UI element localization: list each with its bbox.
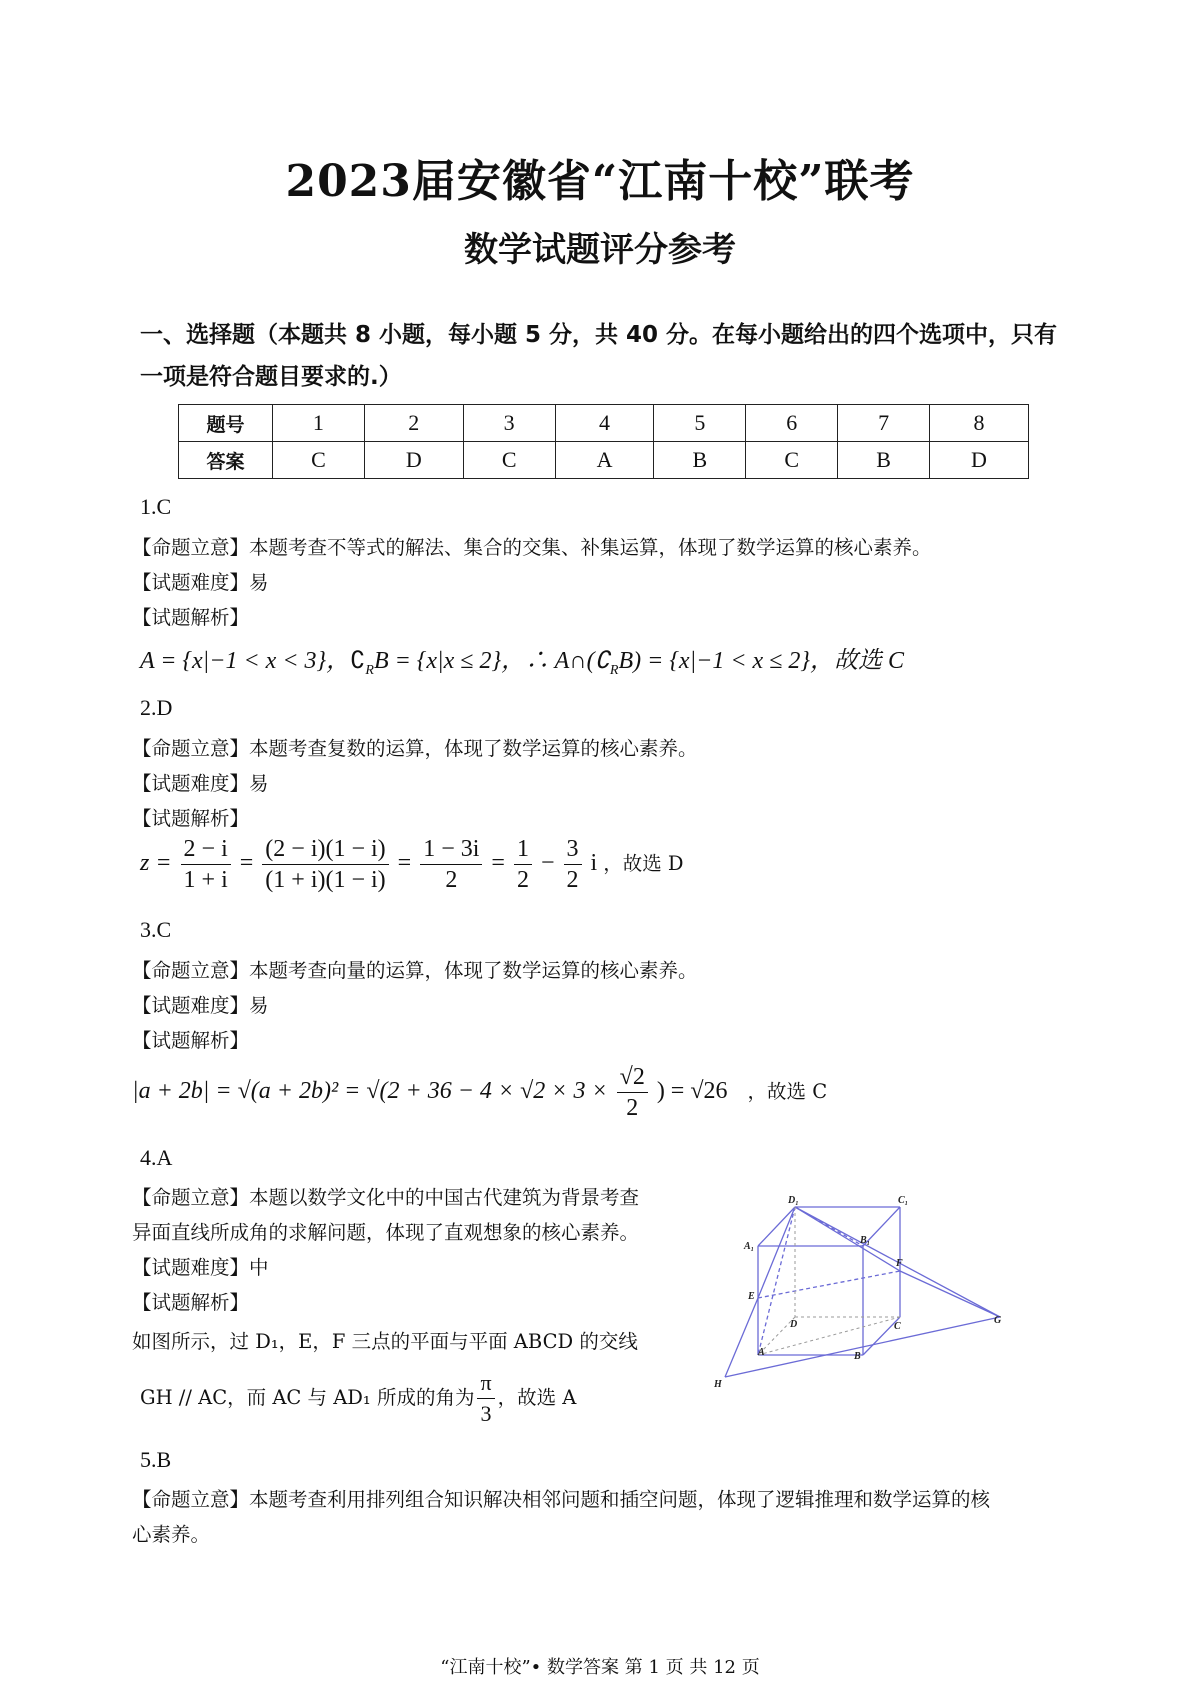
q4-number: 4.A bbox=[140, 1145, 173, 1170]
page-subtitle: 数学试题评分参考 bbox=[464, 230, 736, 270]
page-footer: “江南十校”• 数学答案 第 1 页 共 12 页 bbox=[440, 1657, 760, 1678]
edge-fg bbox=[900, 1271, 1000, 1317]
q2-eq: = bbox=[239, 850, 254, 877]
q4-pi-den: 3 bbox=[480, 1401, 492, 1426]
q1-difficulty bbox=[132, 567, 269, 595]
difficulty-label: 【试题难度】 bbox=[132, 772, 250, 795]
q1-solution-b: ∁ bbox=[350, 648, 366, 674]
q2-eq: = bbox=[397, 850, 412, 877]
q2-conclusion: ，故选 D bbox=[603, 852, 684, 876]
q1-analysis-label: 【试题解析】 bbox=[132, 606, 250, 629]
difficulty-label: 【试题难度】 bbox=[132, 994, 250, 1017]
page-title: 2023届安徽省“江南十校”联考 bbox=[285, 156, 915, 207]
section-heading-line1: 一、选择题（本题共 8 小题，每小题 5 分，共 40 分。在每小题给出的四个选项中，只有 bbox=[140, 322, 1058, 348]
q3-frac bbox=[617, 1062, 648, 1123]
q2-minus: − bbox=[540, 850, 555, 877]
q1-solution-b-sub: R bbox=[365, 662, 374, 678]
q2-analysis-label: 【试题解析】 bbox=[132, 807, 250, 830]
q3-difficulty bbox=[132, 990, 269, 1018]
label-a: A bbox=[758, 1347, 765, 1358]
q1-intent-text: 本题考查不等式的解法、集合的交集、补集运算，体现了数学运算的核心素养。 bbox=[249, 536, 932, 559]
q1-solution bbox=[140, 640, 904, 679]
q5-number: 5.B bbox=[140, 1447, 172, 1472]
q2-frac4 bbox=[514, 834, 532, 895]
q1-difficulty-text: 易 bbox=[249, 571, 269, 594]
q4-intent-line2: 异面直线所成角的求解问题，体现了直观想象的核心素养。 bbox=[132, 1221, 640, 1244]
q5-intent bbox=[132, 1484, 990, 1512]
q4-line1: 如图所示，过 D₁，E，F 三点的平面与平面 ABCD 的交线 bbox=[132, 1330, 638, 1353]
q4-difficulty-text: 中 bbox=[249, 1256, 269, 1279]
table-cell: B bbox=[838, 442, 930, 479]
q4-line2 bbox=[140, 1368, 576, 1429]
label-d: D bbox=[790, 1319, 798, 1330]
q1-solution-c-sub: R bbox=[609, 662, 619, 678]
q2-frac5-den: 2 bbox=[566, 867, 579, 893]
q2-frac2-num: (2 − i)(1 − i) bbox=[262, 834, 388, 865]
edge-eh bbox=[725, 1298, 758, 1377]
table-cell: B bbox=[654, 442, 746, 479]
q3-conclusion: ，故选 C bbox=[747, 1080, 828, 1104]
q3-intent bbox=[132, 955, 698, 983]
q3-frac-den: 2 bbox=[626, 1095, 639, 1121]
table-row-numbers bbox=[179, 405, 1029, 442]
label-a1: A₁ bbox=[744, 1241, 755, 1252]
difficulty-label: 【试题难度】 bbox=[132, 571, 250, 594]
q2-frac4-den: 2 bbox=[516, 867, 529, 893]
edge-d1a1 bbox=[758, 1207, 795, 1246]
q1-solution-d: B) = {x|−1 < x ≤ 2}，故选 C bbox=[618, 648, 904, 674]
table-row-answers bbox=[179, 442, 1029, 479]
table-cell: D bbox=[364, 442, 463, 479]
q2-solution bbox=[140, 834, 684, 895]
q2-intent bbox=[132, 733, 698, 761]
table-header-number: 题号 bbox=[179, 405, 273, 442]
q4-line2a: GH // AC，而 AC 与 AD₁ 所成的角为 bbox=[140, 1386, 475, 1409]
q2-frac3-num: 1 − 3i bbox=[420, 834, 482, 865]
edge-ef bbox=[758, 1271, 900, 1298]
q2-frac2-den: (1 + i)(1 − i) bbox=[265, 867, 386, 893]
q4-intent bbox=[132, 1182, 639, 1210]
q2-i: i bbox=[590, 850, 598, 877]
q4-difficulty bbox=[132, 1252, 269, 1280]
table-cell: 2 bbox=[364, 405, 463, 442]
q2-z: z = bbox=[140, 850, 172, 877]
q1-intent bbox=[132, 532, 932, 560]
q2-intent-text: 本题考查复数的运算，体现了数学运算的核心素养。 bbox=[249, 737, 698, 760]
table-cell: 8 bbox=[930, 405, 1029, 442]
label-h: H bbox=[714, 1379, 722, 1390]
q4-pi-frac bbox=[477, 1368, 494, 1429]
label-e: E bbox=[748, 1291, 755, 1302]
edge-ac bbox=[758, 1317, 900, 1355]
table-cell: 1 bbox=[273, 405, 365, 442]
label-b1: B₁ bbox=[860, 1235, 871, 1246]
table-cell: 5 bbox=[654, 405, 746, 442]
label-c1: C₁ bbox=[898, 1195, 909, 1206]
table-cell: 4 bbox=[555, 405, 654, 442]
q2-frac5-num: 3 bbox=[564, 834, 582, 865]
geometry-figure bbox=[710, 1195, 1040, 1405]
q2-eq: = bbox=[491, 850, 505, 877]
intent-label: 【命题立意】 bbox=[132, 1488, 250, 1511]
q4-pi-num: π bbox=[477, 1368, 494, 1399]
q1-solution-a: A = {x|−1 < x < 3}， bbox=[140, 648, 351, 674]
q3-frac-num: √2 bbox=[617, 1062, 648, 1093]
q3-number: 3.C bbox=[140, 917, 172, 942]
q2-frac1-den: 1 + i bbox=[183, 867, 228, 893]
table-cell: 3 bbox=[463, 405, 555, 442]
q3-expr-a: |a + 2b| = √(a + 2b)² = √(2 + 36 − 4 × √2 × 3 × bbox=[132, 1078, 608, 1105]
label-b: B bbox=[854, 1351, 861, 1362]
table-cell: C bbox=[463, 442, 555, 479]
label-g: G bbox=[994, 1315, 1002, 1326]
intent-label: 【命题立意】 bbox=[132, 1186, 250, 1209]
edge-d1f bbox=[795, 1207, 900, 1271]
q4-analysis-label: 【试题解析】 bbox=[132, 1291, 250, 1314]
q2-frac1 bbox=[181, 834, 231, 895]
q5-intent-line2: 心素养。 bbox=[132, 1523, 211, 1546]
table-cell: C bbox=[746, 442, 838, 479]
table-cell: A bbox=[555, 442, 654, 479]
table-cell: 7 bbox=[838, 405, 930, 442]
q2-frac3 bbox=[420, 834, 482, 895]
q2-number: 2.D bbox=[140, 695, 173, 720]
q4-line2b: ，故选 A bbox=[497, 1386, 577, 1409]
q1-number: 1.C bbox=[140, 494, 172, 519]
q3-intent-text: 本题考查向量的运算，体现了数学运算的核心素养。 bbox=[249, 959, 698, 982]
q2-frac2 bbox=[262, 834, 388, 895]
q4-intent-line1: 本题以数学文化中的中国古代建筑为背景考查 bbox=[249, 1186, 640, 1209]
q3-expr-b: ) = √26 bbox=[656, 1078, 728, 1105]
q1-solution-c: B = {x|x ≤ 2}，∴ A∩(∁ bbox=[373, 648, 610, 674]
q5-intent-line1: 本题考查利用排列组合知识解决相邻问题和插空问题，体现了逻辑推理和数学运算的核 bbox=[249, 1488, 991, 1511]
q2-frac4-num: 1 bbox=[514, 834, 532, 865]
table-cell: D bbox=[930, 442, 1029, 479]
intent-label: 【命题立意】 bbox=[132, 737, 250, 760]
q2-difficulty bbox=[132, 768, 269, 796]
q3-solution bbox=[132, 1062, 827, 1123]
label-f: F bbox=[896, 1258, 903, 1269]
answer-table bbox=[178, 404, 1029, 479]
edge-d1e bbox=[758, 1207, 795, 1298]
edge-d1a bbox=[758, 1207, 798, 1355]
intent-label: 【命题立意】 bbox=[132, 536, 250, 559]
table-header-answer: 答案 bbox=[179, 442, 273, 479]
table-cell: 6 bbox=[746, 405, 838, 442]
difficulty-label: 【试题难度】 bbox=[132, 1256, 250, 1279]
q2-difficulty-text: 易 bbox=[249, 772, 269, 795]
q2-frac5 bbox=[564, 834, 582, 895]
label-d1: D₁ bbox=[788, 1195, 799, 1206]
intent-label: 【命题立意】 bbox=[132, 959, 250, 982]
q3-analysis-label: 【试题解析】 bbox=[132, 1029, 250, 1052]
q2-frac3-den: 2 bbox=[445, 867, 458, 893]
q3-difficulty-text: 易 bbox=[249, 994, 269, 1017]
label-c: C bbox=[894, 1321, 901, 1332]
table-cell: C bbox=[273, 442, 365, 479]
section-heading-line2: 一项是符合题目要求的.） bbox=[140, 364, 402, 390]
q2-frac1-num: 2 − i bbox=[181, 834, 231, 865]
